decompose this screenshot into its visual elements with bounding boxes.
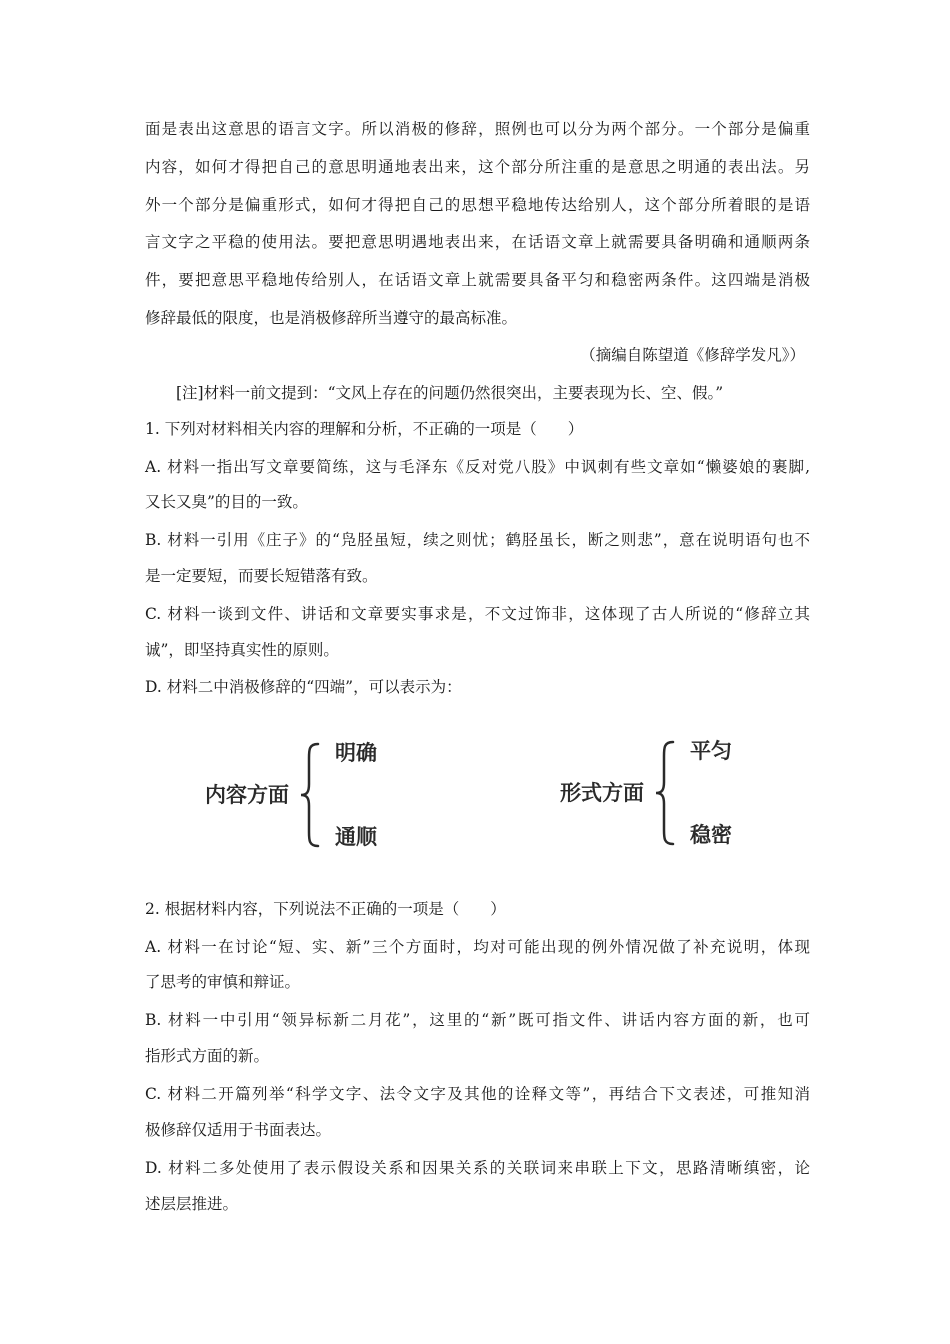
four-ends-diagram <box>190 730 770 860</box>
q1-option-c: 诚”，即坚持真实性的原则。 <box>145 641 339 659</box>
passage-line: 件，要把意思平稳地传给别人，在话语文章上就需要具备平匀和稳密两条件。这四端是消极 <box>145 271 810 289</box>
question-2-stem: 2. 根据材料内容，下列说法不正确的一项是（ ） <box>145 900 506 918</box>
diagram-item-mingque: 明确 <box>335 741 377 765</box>
q2-option-a: A. 材料一在讨论“短、实、新”三个方面时，均对可能出现的例外情况做了补充说明，体现 <box>145 938 810 956</box>
q1-option-a: 又长又臭”的目的一致。 <box>145 493 308 511</box>
diagram-label-form: 形式方面 <box>560 781 644 805</box>
q1-option-b: B. 材料一引用《庄子》的“凫胫虽短，续之则忧；鹤胫虽长，断之则悲”，意在说明语句也不 <box>145 531 810 549</box>
passage-line: 修辞最低的限度，也是消极修辞所当遵守的最高标准。 <box>145 309 518 327</box>
q1-option-c: C. 材料一谈到文件、讲话和文章要实事求是，不文过饰非，这体现了古人所说的“修辞立其 <box>145 605 810 623</box>
passage-line: 内容，如何才得把自己的意思明通地表出来，这个部分所注重的是意思之明通的表出法。另 <box>145 158 810 176</box>
q2-option-a: 了思考的审慎和辩证。 <box>145 973 301 991</box>
passage-line: 外一个部分是偏重形式，如何才得把自己的思想平稳地传达给别人，这个部分所着眼的是语 <box>145 196 810 214</box>
passage-line: 言文字之平稳的使用法。要把意思明遇地表出来，在话语文章上就需要具备明确和通顺两条 <box>145 233 810 251</box>
right-brace-icon <box>653 740 677 846</box>
q2-option-b: B. 材料一中引用“领异标新二月花”，这里的“新”既可指文件、讲话内容方面的新，也可 <box>145 1011 810 1029</box>
q2-option-c: C. 材料二开篇列举“科学文字、法令文字及其他的诠释文等”，再结合下文表述，可推知消 <box>145 1085 810 1103</box>
question-1-stem: 1. 下列对材料相关内容的理解和分析，不正确的一项是（ ） <box>145 420 584 438</box>
q1-option-d: D. 材料二中消极修辞的“四端”，可以表示为： <box>145 678 462 696</box>
diagram-label-content: 内容方面 <box>205 783 289 807</box>
diagram-item-pingyun: 平匀 <box>690 739 732 763</box>
diagram-item-wenmi: 稳密 <box>690 823 732 847</box>
q1-option-b: 是一定要短，而要长短错落有致。 <box>145 567 378 585</box>
q2-option-b: 指形式方面的新。 <box>145 1047 270 1065</box>
left-brace-icon <box>298 742 322 848</box>
source-citation: （摘编自陈望道《修辞学发凡》） <box>580 346 805 364</box>
q2-option-d: D. 材料二多处使用了表示假设关系和因果关系的关联词来串联上下文，思路清晰缜密，论 <box>145 1159 810 1177</box>
passage-line: 面是表出这意思的语言文字。所以消极的修辞，照例也可以分为两个部分。一个部分是偏重 <box>145 120 810 138</box>
q2-option-d: 述层层推进。 <box>145 1195 239 1213</box>
diagram-item-tongshun: 通顺 <box>335 825 377 849</box>
q2-option-c: 极修辞仅适用于书面表达。 <box>145 1121 332 1139</box>
q1-option-a: A. 材料一指出写文章要简练，这与毛泽东《反对党八股》中讽刺有些文章如“懒婆娘的裹脚, <box>145 458 810 476</box>
note-text: [注]材料一前文提到：“文风上存在的问题仍然很突出，主要表现为长、空、假。” <box>176 384 724 402</box>
